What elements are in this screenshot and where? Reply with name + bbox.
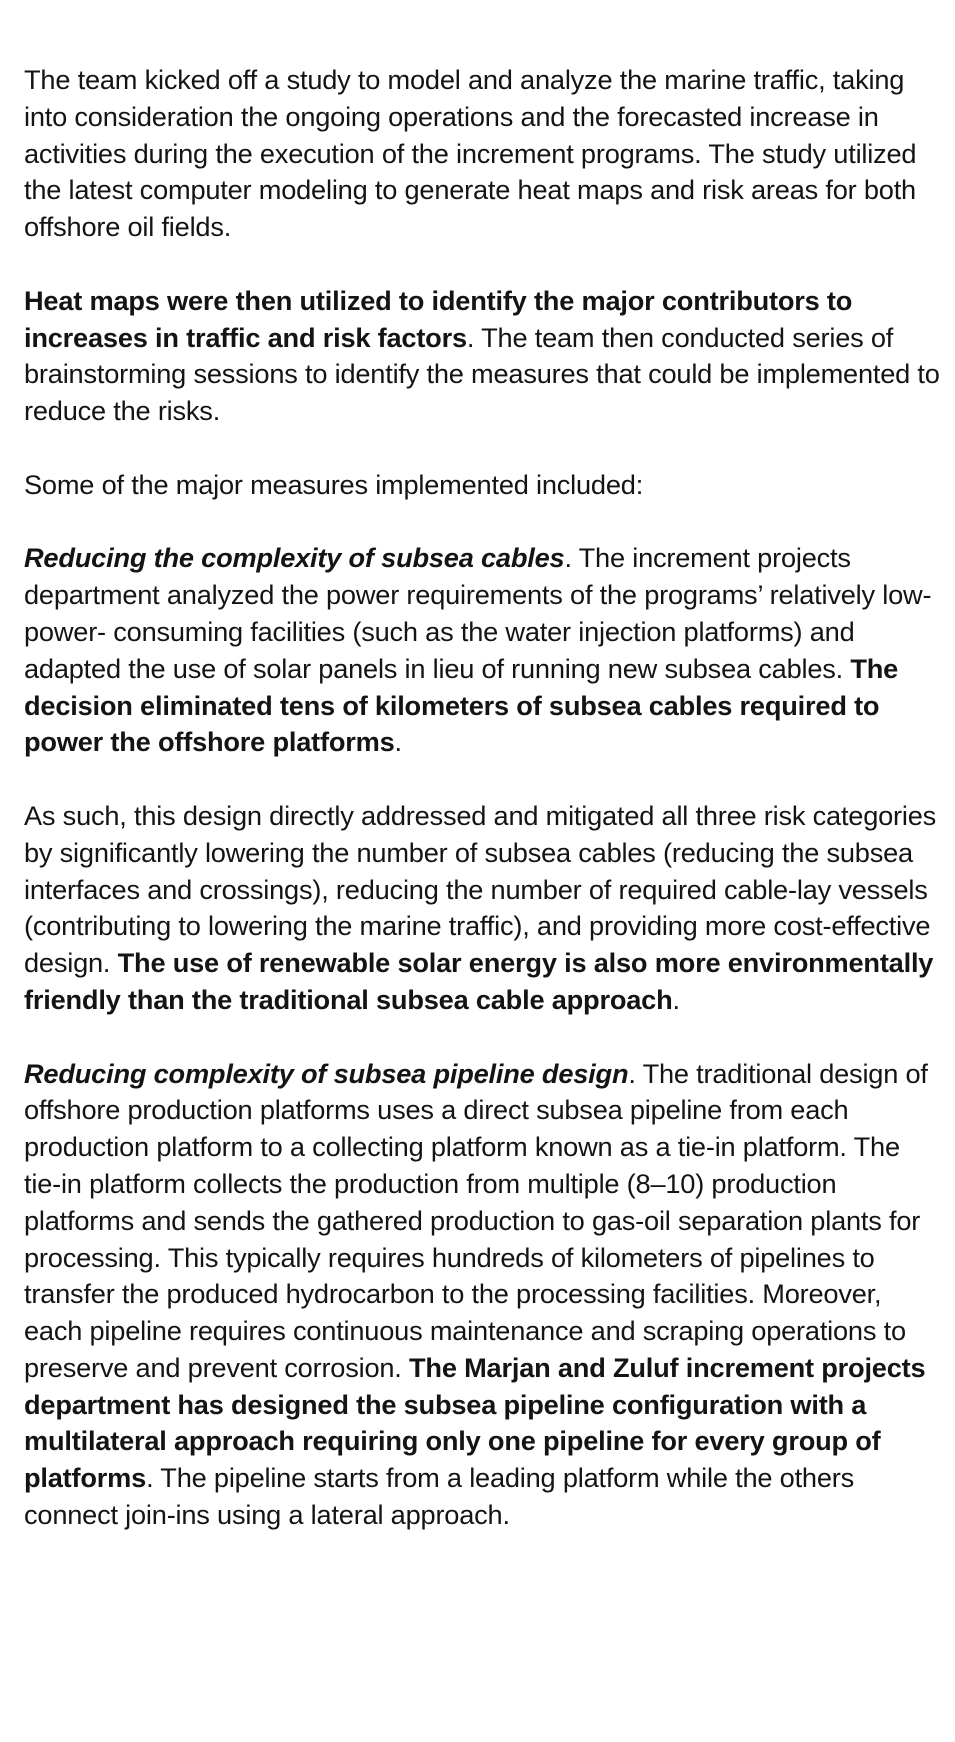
bold-lead-text: Heat maps were then utilized to identify the major contributors to increases in traffic and risk factors <box>24 284 853 353</box>
paragraph-subsea-pipeline <box>24 1056 944 1534</box>
bold-emphasis-text: The decision eliminated tens of kilometers of subsea cables required to power the offshore platforms <box>24 652 899 758</box>
bold-emphasis-text: The use of renewable solar energy is also more environmentally friendly than the traditional subsea cable approach <box>24 947 934 1015</box>
paragraph-study-intro <box>24 62 944 246</box>
paragraph-text: The team kicked off a study to model and analyze the marine traffic, taking into consideration the ongoing operations and the forecasted increase in activities during the execution of the increment programs. The study utilized the latest computer modeling to generate heat maps and risk areas for both offshore oil fields. <box>24 64 917 243</box>
section-heading-subsea-pipeline: Reducing complexity of subsea pipeline design <box>24 1057 629 1089</box>
paragraph-text: . The team then conducted series of brainstorming sessions to identify the measures that could be implemented to reduce the risks. <box>24 321 940 427</box>
section-heading-subsea-cables: Reducing the complexity of subsea cables <box>24 542 565 574</box>
paragraph-text: Some of the major measures implemented included: <box>24 468 644 500</box>
paragraph-text: . The increment projects department analyzed the power requirements of the programs’ relatively low-power- consuming facilities (such as the water injection platforms) and adapted the use of solar panels in lieu of running new subsea cables. <box>24 542 932 684</box>
paragraph-heat-maps <box>24 283 944 430</box>
paragraph-text: As such, this design directly addressed and mitigated all three risk categories by significantly lowering the number of subsea cables (reducing the subsea interfaces and crossings), reducing the number of required cable-lay vessels (contributing to lowering the marine traffic), and providing more cost-effective design. <box>24 799 937 979</box>
bold-emphasis-text: The Marjan and Zuluf increment projects department has designed the subsea pipeline configuration with a multilateral approach requiring only one pipeline for every group of platforms <box>24 1351 926 1494</box>
paragraph-measures-intro <box>24 467 944 504</box>
document-body <box>24 62 944 1534</box>
paragraph-end-text: . The pipeline starts from a leading platform while the others connect join-ins using a lateral approach. <box>24 1462 855 1531</box>
paragraph-text: . The traditional design of offshore production platforms uses a direct subsea pipeline from each production platform to a collecting platform known as a tie-in platform. The tie-in platform collects the production from multiple (8–10) production platforms and sends the gathered production to gas-oil separation plants for processing. This typically requires hundreds of kilometers of pipelines to transfer the produced hydrocarbon to the processing facilities. Moreover, each pipeline requires continuous maintenance and scraping operations to preserve and prevent corrosion. <box>24 1057 928 1383</box>
paragraph-risk-categories <box>24 798 944 1019</box>
paragraph-subsea-cables <box>24 540 944 761</box>
paragraph-end-text: . <box>672 983 680 1015</box>
paragraph-end-text: . <box>394 726 402 758</box>
